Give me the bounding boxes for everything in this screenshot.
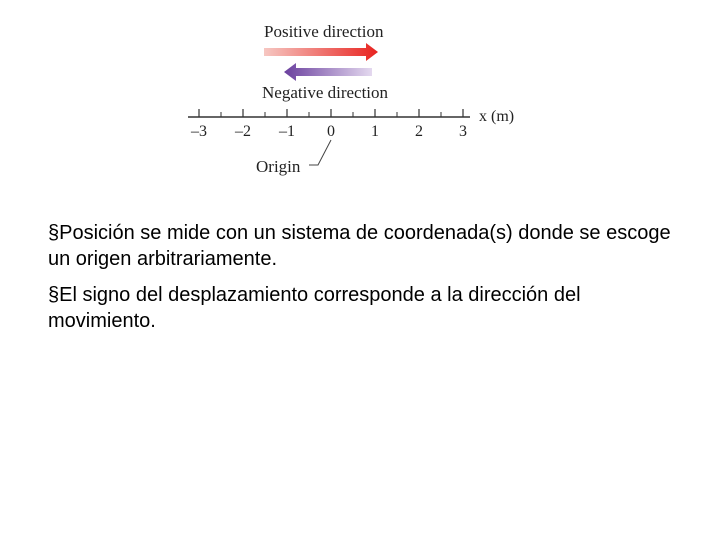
axis-diagram [0, 0, 720, 200]
tick-label: 1 [371, 123, 379, 140]
tick-label: –1 [279, 123, 295, 140]
major-ticks [199, 109, 463, 117]
tick-label: 2 [415, 123, 423, 140]
axis-label: x (m) [479, 108, 515, 125]
tick-label: 0 [327, 123, 335, 140]
positive-direction-label: Positive direction [264, 22, 384, 41]
tick-label: 3 [459, 123, 467, 140]
tick-label: –3 [191, 123, 207, 140]
origin-label: Origin [256, 157, 301, 176]
tick-labels [190, 123, 467, 140]
bullet-displacement-sign: §El signo del desplazamiento corresponde a la dirección del movimiento. [48, 284, 581, 332]
bullet-list [48, 220, 688, 344]
coordinate-axis-figure [0, 0, 720, 200]
bullet-position: §Posición se mide con un sistema de coordenada(s) donde se escoge un origen arbitrariamente. [48, 222, 671, 270]
negative-direction-arrow [284, 63, 372, 81]
origin-leader-line [309, 140, 331, 165]
negative-direction-label: Negative direction [262, 83, 389, 102]
positive-direction-arrow [264, 43, 378, 61]
tick-label: –2 [235, 123, 251, 140]
